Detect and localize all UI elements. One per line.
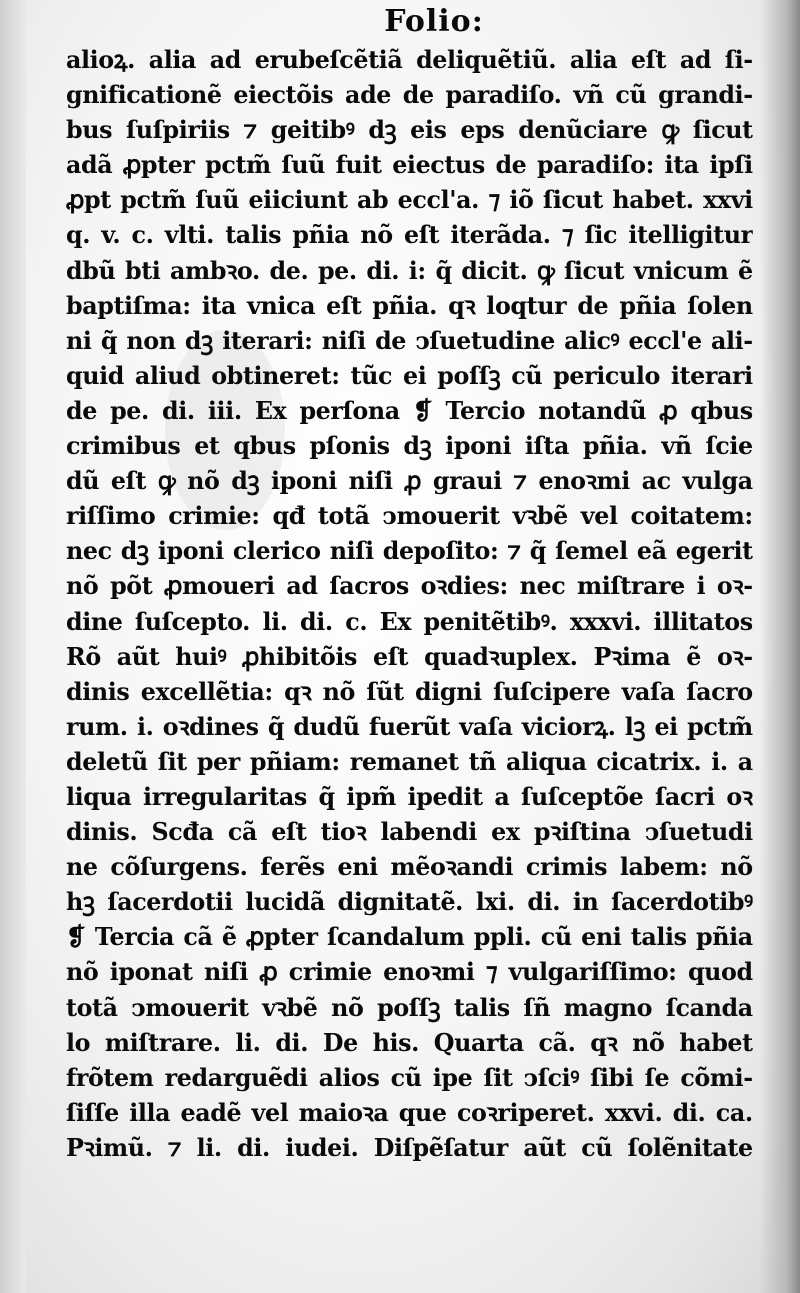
- text-line: frõtem redarguẽdi alios cũ ipe ſit ↄſciꝰ ſibi ſe cõmi-: [66, 1062, 753, 1092]
- text-line: dbũ bti ambꝛo. de. pe. di. i: q̃ dicit. ꝙ ſicut vnicum ẽ: [66, 255, 753, 285]
- text-line: quid aliud obtineret: tũc ei poſſꝫ cũ periculo iterari: [66, 360, 753, 390]
- text-line: alioꝝ. alia ad erubeſcẽtiã deliquẽtiũ. alia eſt ad ſi-: [66, 45, 753, 74]
- text-line: ne cõſurgens. ferẽs eni mẽoꝛandi crimis labem: nõ: [66, 852, 753, 882]
- text-line: lo miſtrare. li. di. De his. Quarta cã. qꝛ nõ habet: [66, 1027, 753, 1057]
- text-line: dinis. Scđa cã eſt tioꝛ labendi ex pꝛiſtina ↄſuetudi: [66, 817, 753, 847]
- text-line: ni q̃ non dꝫ iterari: niſi de ↄſuetudine alicꝰ eccl'e ali-: [66, 325, 753, 355]
- text-line: de pe. di. iii. Ex perſona ❡ Tercio notandũ ꝓ qbus: [66, 395, 753, 425]
- text-line: baptiſma: ita vnica eſt pñia. qꝛ loqtur de pñia ſolen: [66, 290, 753, 320]
- text-line: deletũ ſit per pñiam: remanet tñ aliqua cicatrix. i. a: [66, 746, 753, 776]
- text-line: gnificationẽ eiectõis ade de paradiſo. vñ cũ grandi-: [66, 80, 753, 110]
- text-line: totã ↄmouerit vꝛbẽ nõ poſſꝫ talis ſñ magno ſcanda: [66, 992, 753, 1022]
- text-line: dine ſuſcepto. li. di. c. Ex penitẽtibꝰ. xxxvi. illitatos: [66, 606, 753, 636]
- text-lines: [66, 42, 774, 1165]
- text-line: Rõ aũt huiꝰ ꝓhibitõis eſt quadꝛuplex. Pꝛima ẽ oꝛ-: [66, 641, 753, 671]
- text-line: hꝫ ſacerdotii lucidã dignitatẽ. lxi. di. in ſacerdotibꝰ: [66, 887, 753, 917]
- text-line: dũ eſt ꝙ nõ dꝫ iponi niſi ꝓ graui ⁊ enoꝛmi ac vulga: [66, 466, 753, 496]
- folio-label: Folio:: [384, 4, 484, 39]
- text-line: riſſimo crimie: qđ totã ↄmouerit vꝛbẽ vel coitatem:: [66, 501, 753, 531]
- text-line: nõ põt ꝓmoueri ad ſacros oꝛdies: nec miſtrare i oꝛ-: [66, 571, 753, 601]
- text-line: crimibus et qbus pſonis dꝫ iponi iſta pñia. vñ ſcie: [66, 431, 753, 461]
- text-line: nec dꝫ iponi clerico niſi depoſito: ⁊ q̃ ſemel eã egerit: [66, 536, 753, 566]
- text-line: nõ iponat niſi ꝓ crimie enoꝛmi ⁊ vulgariſſimo: quod: [66, 957, 753, 987]
- text-line: dinis excellẽtia: qꝛ nõ ſũt digni ſuſcipere vaſa ſacro: [66, 676, 753, 706]
- text-line: ꝓpt pctm̃ ſuũ eiiciunt ab eccl'a. ⁊ iõ ſicut habet. xxvi: [66, 185, 753, 215]
- text-line: q. v. c. vlti. talis pñia nõ eſt iterãda. ⁊ ſic itelligitur: [66, 220, 753, 250]
- page-left-margin: [0, 0, 26, 1293]
- folio-header: [66, 0, 774, 44]
- text-line: bus ſuſpiriis ⁊ geitibꝰ dꝫ eis eps denũciare ꝙ ſicut: [66, 115, 753, 145]
- text-line: adã ꝓpter pctm̃ ſuũ fuit eiectus de paradiſo: ita ipſi: [66, 150, 753, 180]
- text-line: Pꝛimũ. ⁊ li. di. iudei. Diſpẽſatur aũt cũ ſolẽnitate: [66, 1132, 753, 1162]
- text-line: liqua irregularitas q̃ ipm̃ ipedit a ſuſceptõe ſacri oꝛ: [66, 781, 753, 811]
- text-line: ſiſſe illa eadẽ vel maioꝛa que coꝛriperet. xxvi. di. ca.: [66, 1097, 753, 1127]
- text-line: ❡ Tercia cã ẽ ꝓpter ſcandalum ppli. cũ eni talis pñia: [66, 922, 753, 952]
- text-line: rum. i. oꝛdines q̃ dudũ fuerũt vaſa viciorꝝ. lꝫ ei pctm̃: [66, 711, 753, 741]
